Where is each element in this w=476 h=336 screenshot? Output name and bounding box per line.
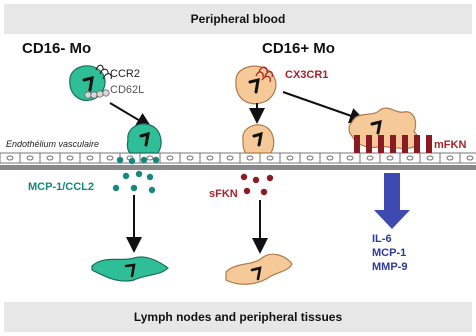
endothelial-nucleus — [247, 156, 253, 160]
teal-adherent-cell — [127, 124, 161, 153]
output-mmp9: MMP-9 — [372, 261, 408, 273]
endothelium-label: Endothélium vasculaire — [6, 139, 100, 149]
cytokine-output-list — [372, 232, 407, 274]
endothelial-nucleus — [427, 156, 433, 160]
endothelial-nucleus — [387, 156, 393, 160]
endothelial-nucleus — [47, 156, 53, 160]
output-mcp1: MCP-1 — [372, 247, 407, 259]
cd16-negative-label: CD16- Mo — [22, 40, 92, 57]
endothelium-layer — [0, 153, 476, 170]
endothelial-nucleus — [27, 156, 33, 160]
endothelial-nucleus — [307, 156, 313, 160]
cd16-positive-label: CD16+ Mo — [262, 40, 335, 57]
endothelial-nucleus — [407, 156, 413, 160]
endothelial-nucleus — [87, 156, 93, 160]
cd62l-label: CD62L — [110, 84, 145, 96]
cx3cr1-label: CX3CR1 — [285, 69, 329, 81]
output-il6: IL-6 — [372, 233, 392, 245]
endothelial-nucleus — [267, 156, 273, 160]
endothelial-nucleus — [367, 156, 373, 160]
sfkn-label: sFKN — [209, 188, 238, 200]
endothelial-nucleus — [347, 156, 353, 160]
endothelial-nucleus — [67, 156, 73, 160]
tissue-footer: Lymph nodes and peripheral tissues — [4, 302, 472, 332]
endothelial-nucleus — [467, 156, 473, 160]
mcp1-ccl2-label: MCP-1/CCL2 — [28, 181, 95, 193]
arrow-right-to-mfkn — [283, 92, 360, 119]
endothelial-nucleus — [147, 156, 153, 160]
orange-tissue-cell — [226, 254, 292, 284]
endothelial-nucleus — [447, 156, 453, 160]
orange-adherent-cell — [243, 125, 274, 153]
ccr2-label: CCR2 — [110, 68, 140, 80]
endothelial-nucleus — [227, 156, 233, 160]
endothelial-nucleus — [187, 156, 193, 160]
peripheral-blood-header: Peripheral blood — [4, 4, 472, 34]
endothelial-nucleus — [7, 156, 13, 160]
teal-tissue-cell — [92, 257, 168, 281]
endothelial-nucleus — [287, 156, 293, 160]
endothelial-nucleus — [207, 156, 213, 160]
endothelial-nucleus — [167, 156, 173, 160]
mfkn-label: mFKN — [434, 139, 467, 151]
arrow-left-to-adhesion — [110, 103, 147, 125]
endothelial-nucleus — [107, 156, 113, 160]
sfkn-chemokine-dots — [241, 174, 273, 195]
endothelial-nucleus — [327, 156, 333, 160]
blue-output-arrow — [374, 173, 410, 229]
